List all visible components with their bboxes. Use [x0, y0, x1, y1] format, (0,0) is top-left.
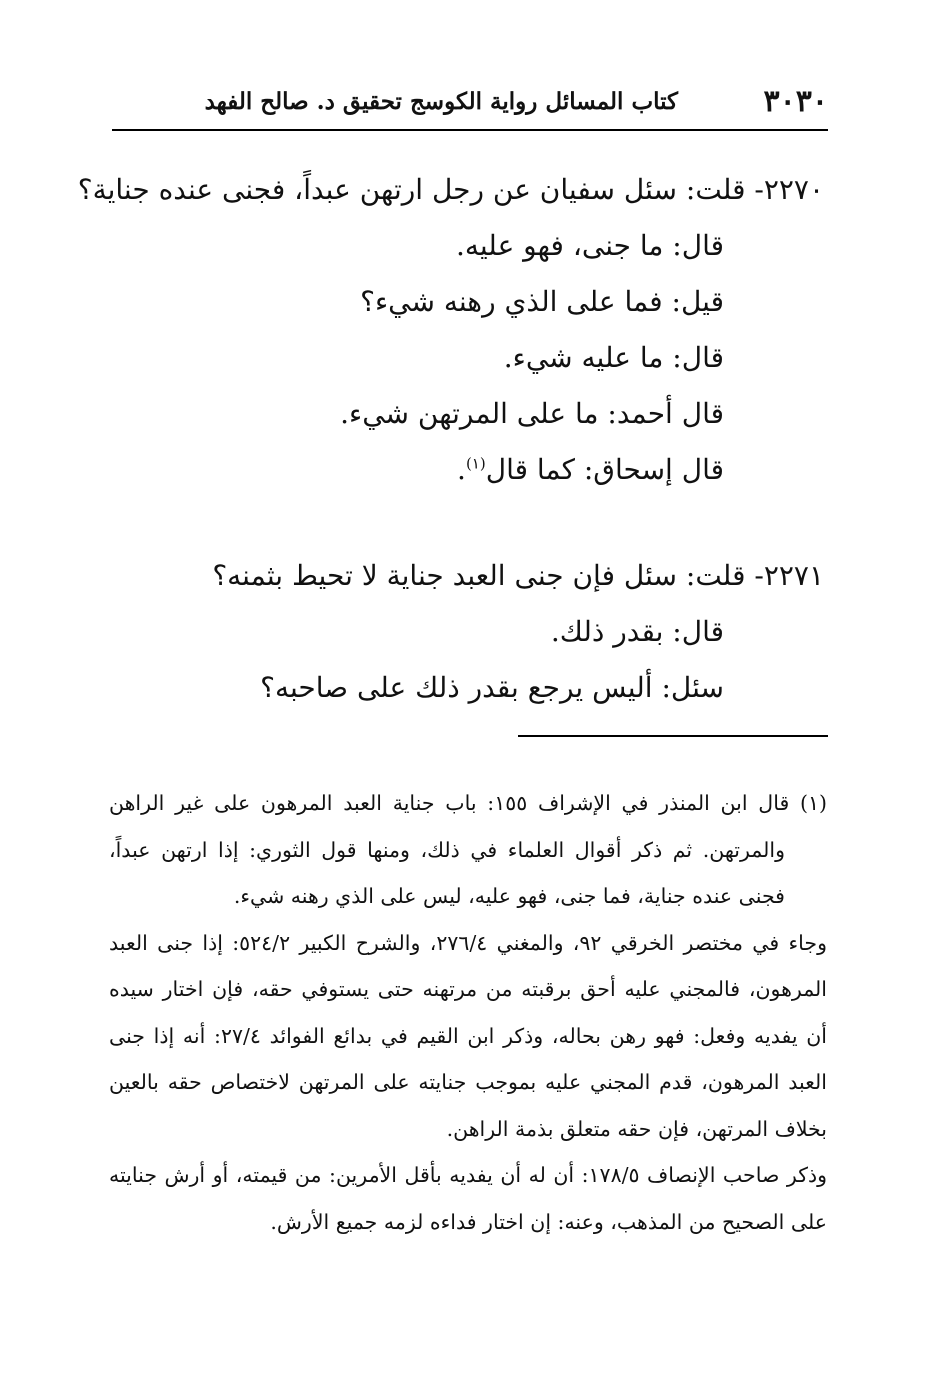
- entry-line: سئل: أليس يرجع بقدر ذلك على صاحبه؟: [260, 671, 724, 704]
- entry-question-line: [104, 548, 824, 604]
- entry-2270: [77, 162, 824, 498]
- entry-line: قال: ما جنى، فهو عليه.: [455, 229, 724, 262]
- entry-line: قيل: فما على الذي رهنه شيء؟: [360, 285, 724, 318]
- footnote-separator: [518, 735, 828, 737]
- line-end-punctuation: .: [457, 453, 466, 486]
- footnote-paragraph: وذكر صاحب الإنصاف ١٧٨/٥: أن له أن يفديه بأقل الأمرين: من قيمته، أو أرش جنايته على الصحيح من المذهب، وعنه: إن اختار فداءه لزمه جميع الأرش.: [109, 1163, 827, 1234]
- header-rule: [112, 129, 828, 131]
- entry-line: قال إسحاق: كما قال: [485, 453, 724, 486]
- entry-question: قلت: سئل فإن جنى العبد جناية لا تحيط بثمنه؟: [212, 559, 746, 592]
- footnote-paragraph: وجاء في مختصر الخرقي ٩٢، والمغني ٢٧٦/٤، والشرح الكبير ٥٢٤/٢: إذا جنى العبد المرهون، فالمجني عليه أحق برقبته من مرتهنه حتى يستوفي حقه، فإن اختار سيده أن يفديه وفعل: فهو رهن بحاله، وذكر ابن القيم في بدائع الفوائد ٢٧/٤: أنه إذا جنى العبد المرهون، قدم المجني عليه بموجب جنايته على المرتهن لاختصاص حقه بالعين بخلاف المرتهن، فإن حقه متعلق بذمة الراهن.: [109, 930, 827, 1141]
- book-title: كتاب المسائل رواية الكوسج تحقيق د. صالح الفهد: [204, 88, 678, 115]
- footnote-marker: (١): [465, 454, 486, 473]
- entry-question: قلت: سئل سفيان عن رجل ارتهن عبداً، فجنى عنده جناية؟: [77, 173, 746, 206]
- entry-line-with-footnote: [104, 442, 824, 498]
- footnote-paragraph: (١) قال ابن المنذر في الإشراف ١٥٥: باب جناية العبد المرهون على غير الراهن والمرتهن. ثم ذكر أقوال العلماء في ذلك، ومنها قول الثوري: إذا ارتهن عبداً، فجنى عنده جناية، فما جنى، فهو عليه، ليس على الذي رهنه شيء.: [109, 791, 827, 908]
- page-header: [112, 84, 828, 124]
- footnotes: [109, 780, 827, 1245]
- entry-question-line: [77, 162, 824, 218]
- entry-line: قال أحمد: ما على المرتهن شيء.: [340, 397, 724, 430]
- entry-number: ٢٢٧١-: [754, 559, 824, 592]
- entry-2271: [104, 548, 824, 716]
- page-number: ٣٠٣٠: [763, 84, 828, 119]
- entry-line: قال: بقدر ذلك.: [550, 615, 724, 648]
- entry-line: قال: ما عليه شيء.: [503, 341, 724, 374]
- entry-number: ٢٢٧٠-: [754, 173, 824, 206]
